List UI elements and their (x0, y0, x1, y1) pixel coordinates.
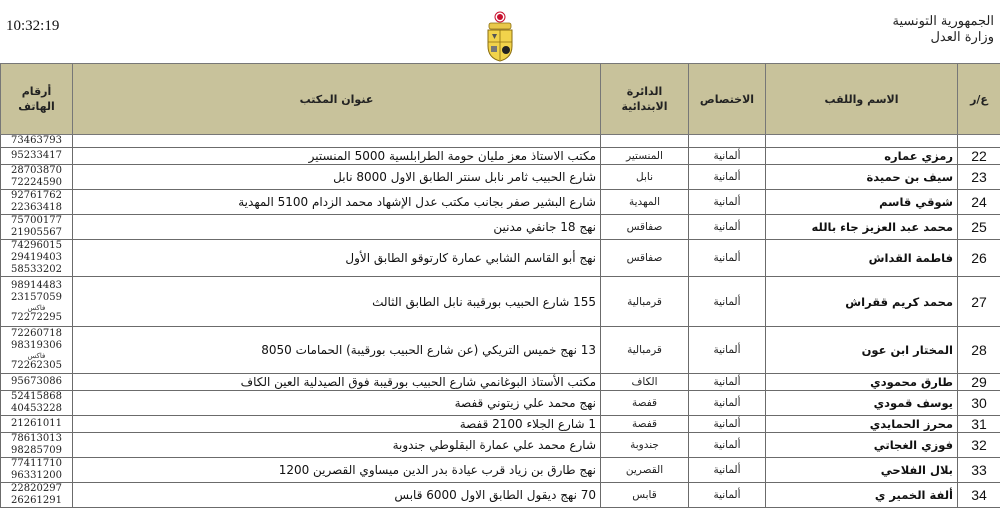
expert-name: شوقي قاسم (766, 190, 958, 215)
row-number: 28 (958, 327, 1000, 374)
court-circuit: قفصة (601, 416, 689, 433)
column-header-name: الاسم واللقب (766, 64, 958, 135)
office-address (73, 135, 601, 148)
expert-name: محمد كريم ققراش (766, 277, 958, 327)
row-number: 24 (958, 190, 1000, 215)
phone-numbers (1, 135, 73, 148)
row-number: 34 (958, 483, 1000, 508)
phone-numbers (1, 148, 73, 165)
phone-numbers (1, 374, 73, 391)
expert-name: فوزي الغجاتي (766, 433, 958, 458)
court-circuit: المهدية (601, 190, 689, 215)
court-circuit: الكاف (601, 374, 689, 391)
table-row (1, 483, 1000, 508)
court-circuit: جندوبة (601, 433, 689, 458)
expert-name: محمد عبد العزيز جاء بالله (766, 215, 958, 240)
court-circuit: قرمبالية (601, 277, 689, 327)
office-address: شارع محمد علي عمارة البقلوطي جندوبة (73, 433, 601, 458)
office-address: نهج طارق بن زياد قرب عيادة بدر الدين ميساوي القصرين 1200 (73, 458, 601, 483)
specialty (689, 135, 766, 148)
phone-number: 28703870 (5, 165, 68, 177)
court-circuit: قفصة (601, 391, 689, 416)
phone-number: 73463793 (5, 135, 68, 147)
phone-numbers (1, 240, 73, 277)
row-number: 25 (958, 215, 1000, 240)
timestamp: 10:32:19 (6, 18, 59, 35)
table-row (1, 391, 1000, 416)
table-header-row (1, 64, 1000, 135)
fax-number: 72272295 (5, 312, 68, 324)
expert-name: ألفة الخمير ي (766, 483, 958, 508)
specialty: ألمانية (689, 165, 766, 190)
column-header-number: ع/ر (958, 64, 1000, 135)
phone-number: 23157059 (5, 292, 68, 304)
court-circuit: صفاقس (601, 240, 689, 277)
specialty: ألمانية (689, 391, 766, 416)
phone-numbers (1, 433, 73, 458)
row-number (958, 135, 1000, 148)
expert-name: رمزي عماره (766, 148, 958, 165)
phone-number: 95673086 (5, 376, 68, 388)
specialty: ألمانية (689, 458, 766, 483)
specialty: ألمانية (689, 215, 766, 240)
court-circuit: قرمبالية (601, 327, 689, 374)
table-row (1, 240, 1000, 277)
court-circuit: صفاقس (601, 215, 689, 240)
phone-number: 22363418 (5, 202, 68, 214)
column-header-phone (1, 64, 73, 135)
row-number: 27 (958, 277, 1000, 327)
row-number: 26 (958, 240, 1000, 277)
expert-name: المختار ابن عون (766, 327, 958, 374)
tunisia-coat-of-arms-icon (480, 10, 520, 62)
phone-number: 77411710 (5, 458, 68, 470)
experts-table (0, 63, 1000, 508)
specialty: ألمانية (689, 190, 766, 215)
office-address: نهج 18 جانفي مدنين (73, 215, 601, 240)
table-row (1, 327, 1000, 374)
office-address: 155 شارع الحبيب بورقيبة نابل الطابق الثالث (73, 277, 601, 327)
column-header-circuit-line2: الابتدائية (605, 99, 684, 114)
row-number: 33 (958, 458, 1000, 483)
row-number: 31 (958, 416, 1000, 433)
row-number: 23 (958, 165, 1000, 190)
republic-label: الجمهورية التونسية (892, 14, 994, 30)
phone-number: 72260718 (5, 328, 68, 340)
court-circuit: المنستير (601, 148, 689, 165)
column-header-address: عنوان المكتب (73, 64, 601, 135)
phone-number: 72224590 (5, 177, 68, 189)
phone-number: 98319306 (5, 340, 68, 352)
phone-number: 58533202 (5, 264, 68, 276)
phone-number: 98285709 (5, 445, 68, 457)
phone-number: 92761762 (5, 190, 68, 202)
phone-number: 96331200 (5, 470, 68, 482)
office-address: نهج أبو القاسم الشابي عمارة كارتوقو الطابق الأول (73, 240, 601, 277)
phone-number: 75700177 (5, 215, 68, 227)
phone-number: 26261291 (5, 495, 68, 507)
column-header-circuit-line1: الدائرة (605, 84, 684, 99)
specialty: ألمانية (689, 277, 766, 327)
office-address: 1 شارع الجلاء 2100 قفصة (73, 416, 601, 433)
office-address: شارع البشير صفر بجانب مكتب عدل الإشهاد محمد الزدام 5100 المهدية (73, 190, 601, 215)
table-row (1, 458, 1000, 483)
table-row (1, 190, 1000, 215)
expert-name: محرز الحمايدي (766, 416, 958, 433)
table-row (1, 277, 1000, 327)
column-header-phone-line2: الهاتف (5, 99, 68, 114)
table-row (1, 148, 1000, 165)
office-address: نهج محمد علي زيتوني قفصة (73, 391, 601, 416)
office-address: شارع الحبيب ثامر نابل سنتر الطابق الاول 8000 نابل (73, 165, 601, 190)
row-number: 30 (958, 391, 1000, 416)
specialty: ألمانية (689, 433, 766, 458)
table-row (1, 135, 1000, 148)
court-circuit: القصرين (601, 458, 689, 483)
fax-label: فاكس (5, 352, 68, 360)
specialty: ألمانية (689, 148, 766, 165)
ministry-header (892, 14, 994, 46)
specialty: ألمانية (689, 374, 766, 391)
phone-numbers (1, 391, 73, 416)
court-circuit (601, 135, 689, 148)
table-row (1, 433, 1000, 458)
expert-name: سيف بن حميدة (766, 165, 958, 190)
row-number: 29 (958, 374, 1000, 391)
phone-numbers (1, 165, 73, 190)
phone-number: 78613013 (5, 433, 68, 445)
phone-numbers (1, 277, 73, 327)
column-header-phone-line1: أرقام (5, 84, 68, 99)
phone-number: 29419403 (5, 252, 68, 264)
office-address: 70 نهج ديقول الطابق الاول 6000 قابس (73, 483, 601, 508)
specialty: ألمانية (689, 416, 766, 433)
table-row (1, 215, 1000, 240)
office-address: مكتب الأستاذ البوغانمي شارع الحبيب بورقيبة فوق الصيدلية العين الكاف (73, 374, 601, 391)
phone-number: 21261011 (5, 418, 68, 430)
court-circuit: نابل (601, 165, 689, 190)
phone-numbers (1, 458, 73, 483)
phone-numbers (1, 483, 73, 508)
phone-number: 74296015 (5, 240, 68, 252)
phone-number: 52415868 (5, 391, 68, 403)
row-number: 22 (958, 148, 1000, 165)
phone-numbers (1, 215, 73, 240)
specialty: ألمانية (689, 240, 766, 277)
expert-name: طارق محمودي (766, 374, 958, 391)
ministry-label: وزارة العدل (892, 30, 994, 46)
fax-number: 72262305 (5, 360, 68, 372)
court-circuit: قابس (601, 483, 689, 508)
office-address: مكتب الاستاذ معز مليان حومة الطرابلسية 5000 المنستير (73, 148, 601, 165)
phone-numbers (1, 327, 73, 374)
expert-name: فاطمة القداش (766, 240, 958, 277)
phone-numbers (1, 416, 73, 433)
specialty: ألمانية (689, 327, 766, 374)
table-row (1, 165, 1000, 190)
phone-number: 40453228 (5, 403, 68, 415)
column-header-circuit (601, 64, 689, 135)
phone-number: 21905567 (5, 227, 68, 239)
expert-name: يوسف قمودي (766, 391, 958, 416)
expert-name: بلال الفلاحي (766, 458, 958, 483)
table-row (1, 416, 1000, 433)
office-address: 13 نهج خميس التريكي (عن شارع الحبيب بورقيبة) الحمامات 8050 (73, 327, 601, 374)
phone-number: 95233417 (5, 150, 68, 162)
phone-number: 98914483 (5, 280, 68, 292)
fax-label: فاكس (5, 304, 68, 312)
column-header-specialty: الاختصاص (689, 64, 766, 135)
phone-numbers (1, 190, 73, 215)
expert-name (766, 135, 958, 148)
row-number: 32 (958, 433, 1000, 458)
specialty: ألمانية (689, 483, 766, 508)
table-row (1, 374, 1000, 391)
phone-number: 22820297 (5, 483, 68, 495)
